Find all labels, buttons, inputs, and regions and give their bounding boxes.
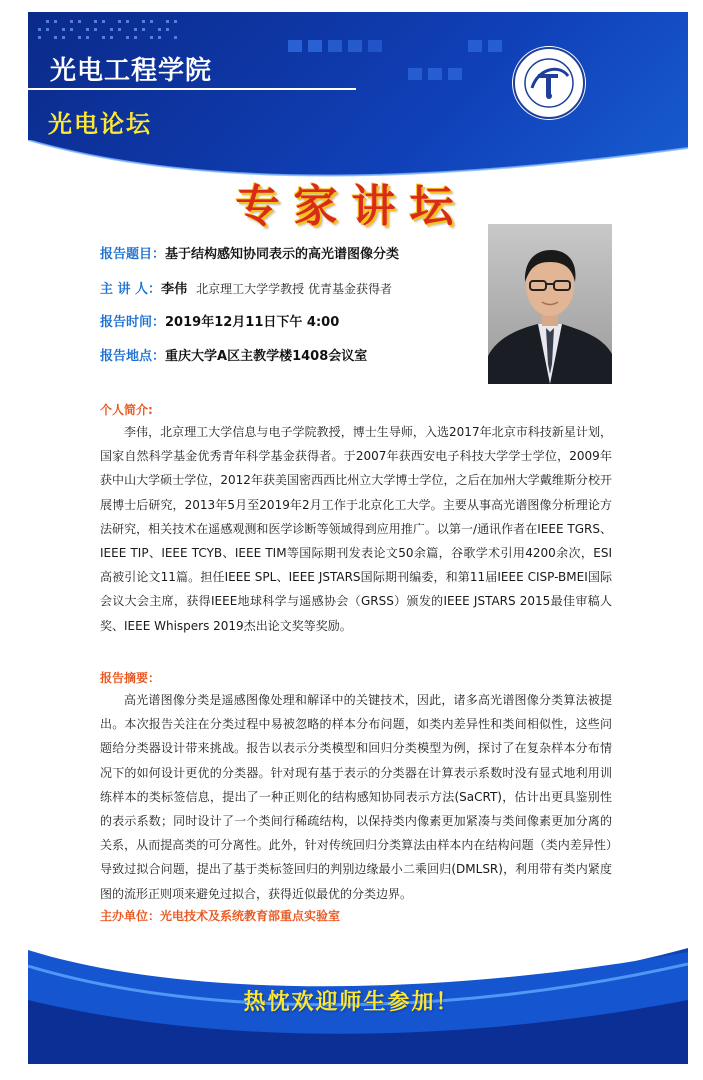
bio-text: 李伟，北京理工大学信息与电子学院教授，博士生导师，入选2017年北京市科技新星计划，国家自然科学基金优秀青年科学基金获得者。于2007年获西安电子科技大学学士学位，2009年获中山大学硕士学位，2012年获美国密西西比州立大学博士学位，之后在加州大学戴维斯分校开展博士后研究，2013年5月至2019年2月工作于北京化工大学。主要从事高光谱图像分析理论方法研究，相关技术在遥感观测和医学诊断等领域得到应用推广。以第一/通讯作者在IEEE TGRS、IEEE TIP、IEEE TCYB、IEEE TIM等国际期刊发表论文50余篇，谷歌学术引用4200余次，ESI高被引论文11篇。担任IEEE SPL、IEEE JSTARS国际期刊编委，和第11届IEEE CISP-BMEI国际会议大会主席，获得IEEE地球科学与遥感协会（GRSS）颁发的IEEE JSTARS 2015最佳审稿人奖、IEEE Whispers 2019杰出论文奖等奖励。 — [100, 425, 612, 633]
speaker-photo — [488, 224, 612, 384]
organizer: 主办单位：光电技术及系统教育部重点实验室 — [100, 908, 341, 923]
place-value: 重庆大学A区主教学楼1408会议室 — [165, 349, 368, 364]
abstract-section — [100, 668, 612, 926]
speaker-label: 主 讲 人： — [100, 282, 162, 297]
time-row — [100, 313, 480, 347]
banner-title: 专家讲坛 — [235, 181, 468, 232]
university-logo-icon — [510, 44, 588, 122]
place-row — [100, 347, 480, 381]
bio-section — [100, 400, 612, 638]
topic-value: 基于结构感知协同表示的高光谱图像分类 — [165, 247, 400, 262]
welcome-text: 热忱欢迎师生参加！ — [243, 990, 460, 1015]
bio-heading: 个人简介: — [100, 403, 153, 417]
title-underline — [10, 88, 356, 90]
speaker-row — [100, 279, 480, 313]
abstract-heading: 报告摘要： — [100, 671, 161, 685]
place-label: 报告地点： — [100, 349, 166, 364]
abstract-text: 高光谱图像分类是遥感图像处理和解译中的关键技术，因此，诸多高光谱图像分类算法被提出。本次报告关注在分类过程中易被忽略的样本分布问题，如类内差异性和类间相似性，这些问题给分类器设计带来挑战。报告以表示分类模型和回归分类模型为例，探讨了在复杂样本分布情况下的如何设计更优的分类器。针对现有基于表示的分类器在计算表示系数时没有显式地利用训练样本的类标签信息，提出了一种正则化的结构感知协同表示方法(SaCRT)，估计出更具鉴别性的表示系数；同时设计了一个类间行稀疏结构，以保持类内像素更加紧凑与类间像素更加分离的关系，从而提高类的可分离性。此外，针对传统回归分类算法由样本内在结构问题（类内差异性）导致过拟合问题，提出了基于类标签回归的判别边缘最小二乘回归(DMLSR)，利用带有类内紧度图的流形正则项来避免过拟合，获得近似最优的分类边界。 — [100, 693, 612, 901]
speaker-title: 北京理工大学学教授 优青基金获得者 — [196, 282, 392, 296]
department-title: 光电工程学院 — [50, 56, 213, 86]
topic-label: 报告题目： — [100, 247, 166, 262]
time-label: 报告时间： — [100, 315, 166, 330]
speaker-name: 李伟 — [161, 282, 188, 297]
lecture-info — [100, 245, 480, 381]
forum-title: 光电论坛 — [48, 109, 152, 138]
topic-row — [100, 245, 480, 279]
time-value: 2019年12月11日下午 4:00 — [165, 315, 340, 330]
